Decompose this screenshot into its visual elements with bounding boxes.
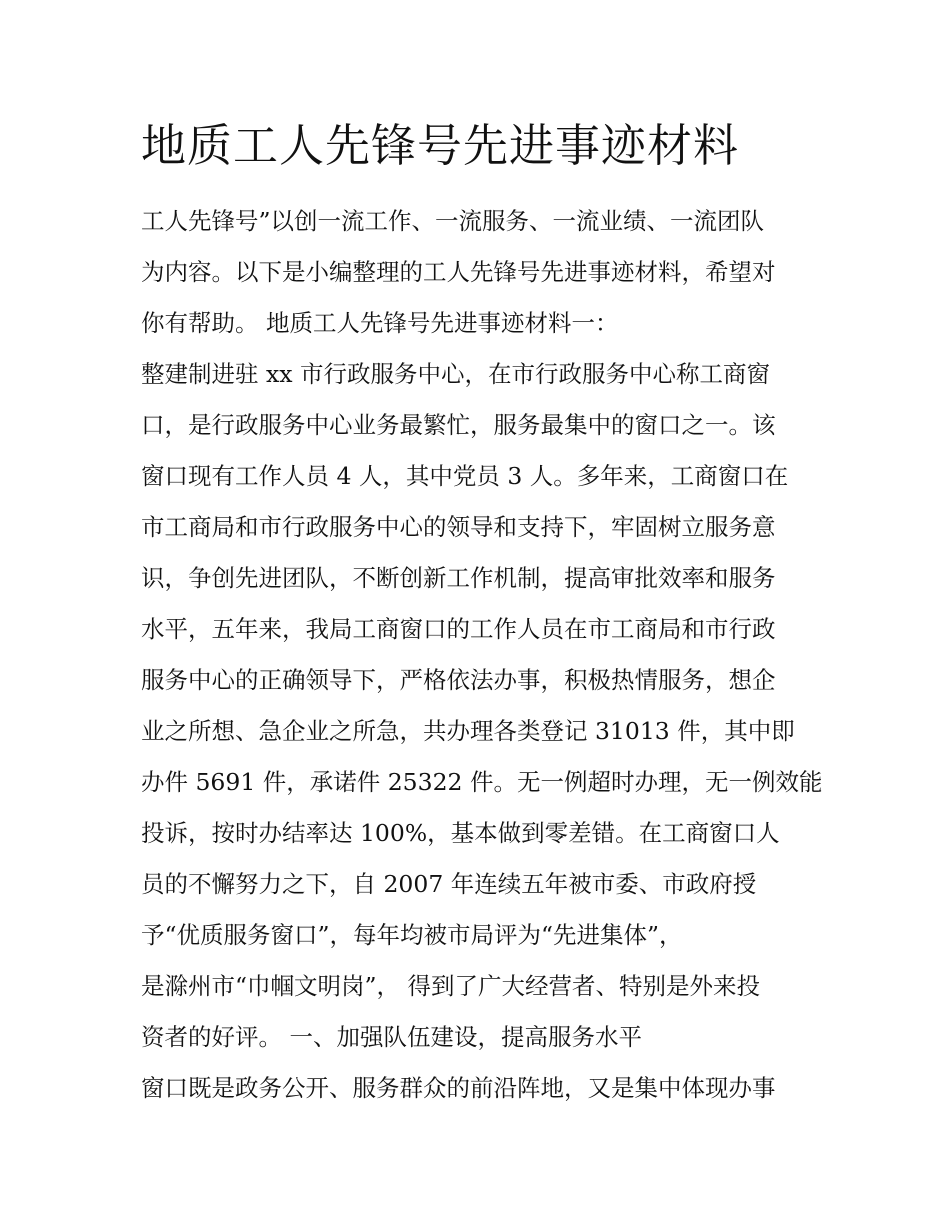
- body-line: 是滁州市“巾帼文明岗”， 得到了广大经营者、特别是外来投: [141, 972, 760, 1000]
- body-line: 资者的好评。 一、加强队伍建设，提高服务水平: [141, 1023, 642, 1051]
- body-line: 窗口现有工作人员 4 人，其中党员 3 人。多年来，工商窗口在: [141, 462, 789, 490]
- body-line: 为内容。以下是小编整理的工人先锋号先进事迹材料，希望对: [141, 258, 776, 286]
- body-line: 窗口既是政务公开、服务群众的前沿阵地，又是集中体现办事: [141, 1074, 776, 1102]
- document-body: [141, 196, 821, 1114]
- body-line: 市工商局和市行政服务中心的领导和支持下，牢固树立服务意: [141, 513, 776, 541]
- body-line: 办件 5691 件，承诺件 25322 件。无一例超时办理，无一例效能: [141, 768, 823, 796]
- body-line: 投诉，按时办结率达 100%，基本做到零差错。在工商窗口人: [141, 819, 780, 847]
- body-line: 员的不懈努力之下，自 2007 年连续五年被市委、市政府授: [141, 870, 757, 898]
- body-line: 水平，五年来，我局工商窗口的工作人员在市工商局和市行政: [141, 615, 776, 643]
- body-line: 业之所想、急企业之所急，共办理各类登记 31013 件，其中即: [141, 717, 795, 745]
- body-line: 你有帮助。 地质工人先锋号先进事迹材料一：: [141, 309, 619, 337]
- body-line: 识，争创先进团队，不断创新工作机制，提高审批效率和服务: [141, 564, 776, 592]
- body-line: 工人先锋号”以创一流工作、一流服务、一流业绩、一流团队: [141, 207, 765, 235]
- document-title: 地质工人先锋号先进事迹材料: [141, 119, 740, 172]
- body-line: 予“优质服务窗口”，每年均被市局评为“先进集体”，: [141, 921, 683, 949]
- body-line: 整建制进驻 xx 市行政服务中心，在市行政服务中心称工商窗: [141, 360, 770, 388]
- body-line: 服务中心的正确领导下，严格依法办事，积极热情服务，想企: [141, 666, 776, 694]
- body-line: 口，是行政服务中心业务最繁忙，服务最集中的窗口之一。该: [141, 411, 776, 439]
